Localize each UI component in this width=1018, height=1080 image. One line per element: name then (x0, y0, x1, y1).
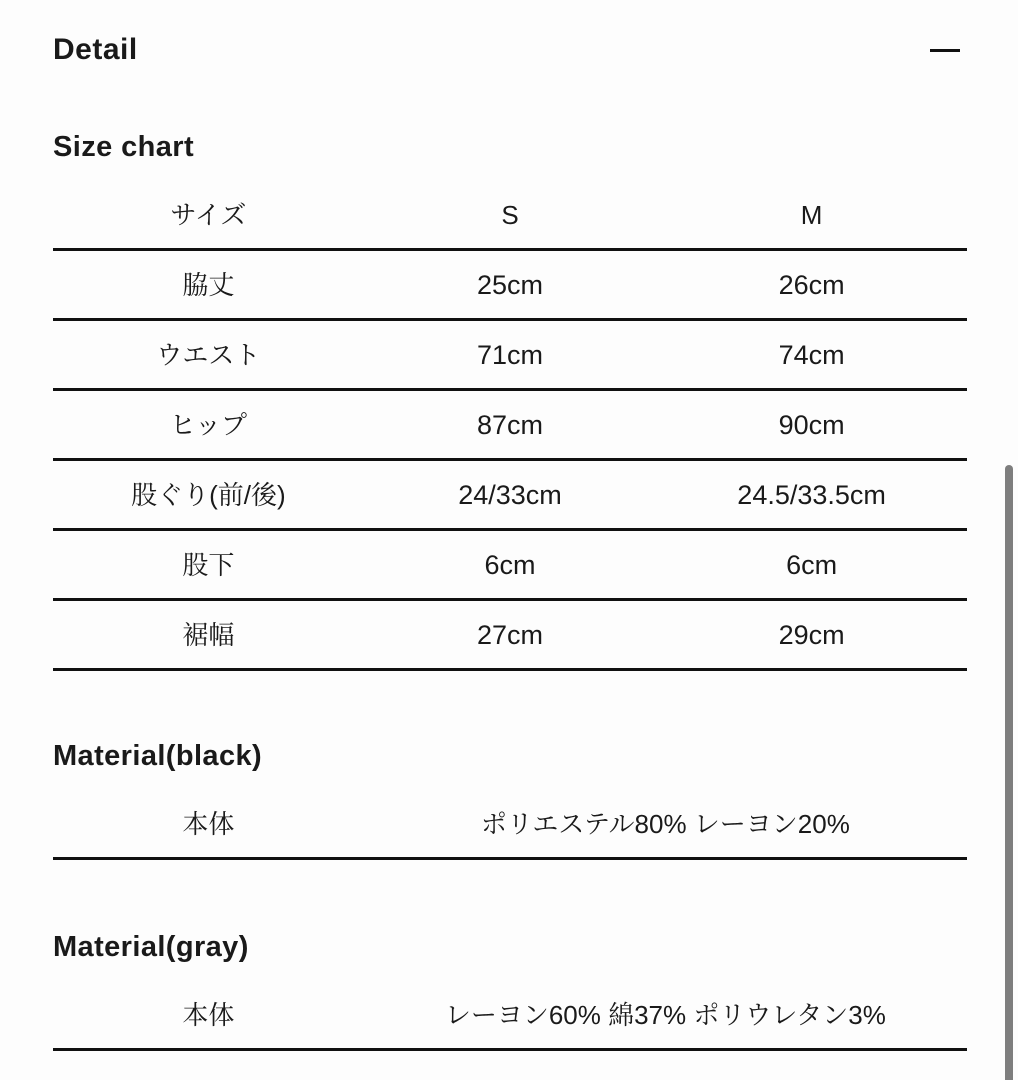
row-label: 裾幅 (182, 619, 235, 650)
table-row (53, 461, 967, 531)
detail-accordion-title: Detail (53, 33, 138, 66)
row-value-m: 90cm (778, 409, 845, 440)
material-gray-row (53, 981, 967, 1051)
collapse-minus-icon[interactable] (930, 49, 960, 52)
row-value-s: 24/33cm (458, 479, 562, 510)
table-row (53, 251, 967, 321)
table-row (53, 321, 967, 391)
size-chart-table (53, 181, 967, 671)
row-value-m: 74cm (778, 339, 845, 370)
row-value-s: 6cm (484, 549, 536, 580)
row-label: 股下 (182, 549, 235, 580)
column-header-size: サイズ (170, 199, 247, 230)
row-value-m: 26cm (778, 269, 845, 300)
material-black-heading: Material(black) (53, 740, 263, 772)
row-value-s: 87cm (476, 409, 543, 440)
row-value-m: 6cm (786, 549, 838, 580)
size-chart-header-row (53, 181, 967, 251)
table-row (53, 601, 967, 671)
material-gray-heading: Material(gray) (53, 931, 249, 963)
row-value-s: 25cm (476, 269, 543, 300)
detail-page (0, 35, 1018, 1080)
scrollbar[interactable] (1005, 465, 1013, 1080)
row-value-s: 71cm (476, 339, 543, 370)
column-header-s: S (501, 199, 519, 230)
material-row-label: 本体 (182, 999, 235, 1030)
row-value-s: 27cm (476, 619, 543, 650)
material-row-label: 本体 (182, 808, 235, 839)
material-row-value: レーヨン60% 綿37% ポリウレタン3% (444, 999, 886, 1030)
row-label: ヒップ (169, 409, 247, 440)
table-row (53, 531, 967, 601)
table-row (53, 391, 967, 461)
material-row-value: ポリエステル80% レーヨン20% (480, 808, 850, 839)
row-label: ウエスト (156, 339, 261, 370)
row-label: 股ぐり(前/後) (131, 479, 286, 510)
row-value-m: 24.5/33.5cm (737, 479, 886, 510)
column-header-m: M (800, 199, 823, 230)
row-label: 脇丈 (182, 269, 235, 300)
detail-content (0, 35, 1018, 1051)
detail-accordion-header[interactable] (53, 35, 967, 65)
material-black-row (53, 790, 967, 860)
size-chart-heading: Size chart (53, 131, 194, 163)
row-value-m: 29cm (778, 619, 845, 650)
